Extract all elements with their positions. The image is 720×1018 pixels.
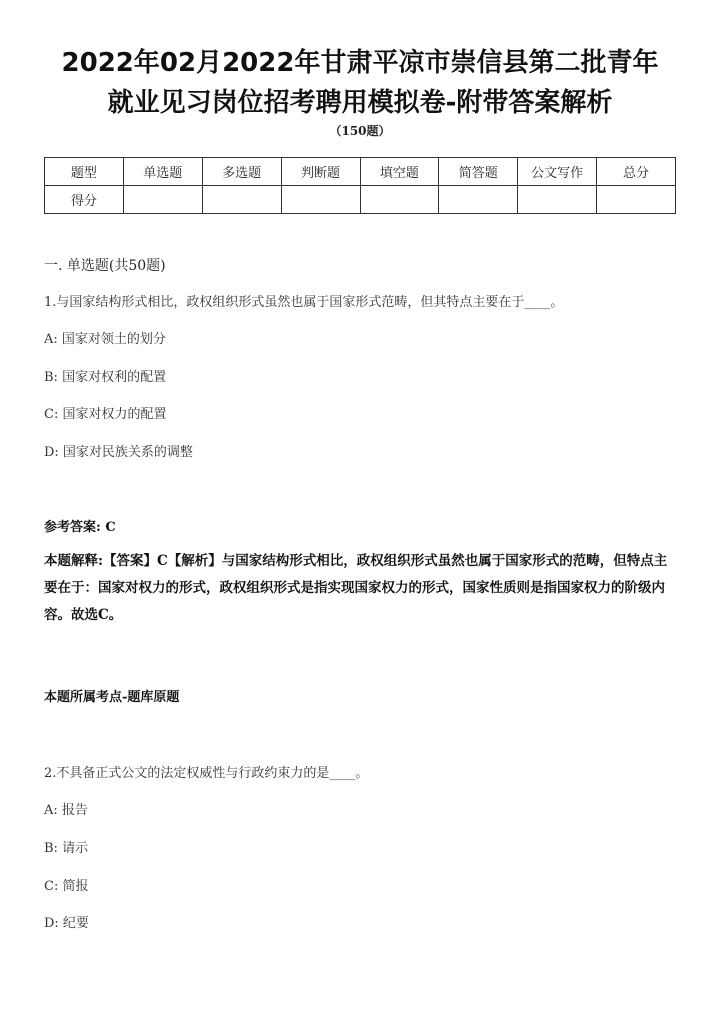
- question-1-stem: 1.与国家结构形式相比，政权组织形式虽然也属于国家形式范畴，但其特点主要在于____。: [44, 295, 564, 310]
- score-table-header-row: [45, 158, 676, 186]
- score-cell: [123, 186, 202, 214]
- question-2-option-b: B: 请示: [44, 841, 89, 856]
- header-cell: 简答题: [439, 158, 518, 186]
- score-cell: [439, 186, 518, 214]
- document-title-line-1: 2022年02月2022年甘肃平凉市崇信县第二批青年: [61, 48, 659, 78]
- question-1-answer: 参考答案: C: [44, 520, 116, 535]
- score-cell: [597, 186, 676, 214]
- header-cell: 题型: [45, 158, 124, 186]
- question-count: （150题）: [329, 124, 391, 138]
- question-2-option-d: D: 纪要: [44, 916, 89, 931]
- header-cell: 填空题: [360, 158, 439, 186]
- question-1-explanation: 本题解释:【答案】C【解析】与国家结构形式相比，政权组织形式虽然也属于国家形式的范畴，但特点主要在于：国家对权力的形式，政权组织形式是指实现国家权力的形式，国家性质则是指国家权力的阶级内容。故选C。: [44, 553, 668, 623]
- score-cell: [360, 186, 439, 214]
- question-2-stem: 2.不具备正式公文的法定权威性与行政约束力的是____。: [44, 766, 369, 781]
- header-cell: 公文写作: [518, 158, 597, 186]
- header-cell: 多选题: [202, 158, 281, 186]
- header-cell: 判断题: [281, 158, 360, 186]
- score-table-score-row: [45, 186, 676, 214]
- document-title-line-2: 就业见习岗位招考聘用模拟卷-附带答案解析: [107, 88, 613, 118]
- question-2-option-a: A: 报告: [44, 803, 88, 818]
- score-row-label: 得分: [45, 186, 124, 214]
- header-cell: 单选题: [123, 158, 202, 186]
- section-heading: 一. 单选题(共50题): [44, 258, 166, 274]
- question-1-option-a: A: 国家对领土的划分: [44, 332, 166, 347]
- score-cell: [518, 186, 597, 214]
- score-table: [44, 157, 676, 214]
- question-1-option-d: D: 国家对民族关系的调整: [44, 445, 193, 460]
- question-1-option-b: B: 国家对权利的配置: [44, 370, 167, 385]
- score-cell: [281, 186, 360, 214]
- header-cell: 总分: [597, 158, 676, 186]
- question-2-option-c: C: 简报: [44, 879, 89, 894]
- question-1-option-c: C: 国家对权力的配置: [44, 407, 167, 422]
- score-cell: [202, 186, 281, 214]
- question-1-knowledge-point: 本题所属考点-题库原题: [44, 690, 180, 705]
